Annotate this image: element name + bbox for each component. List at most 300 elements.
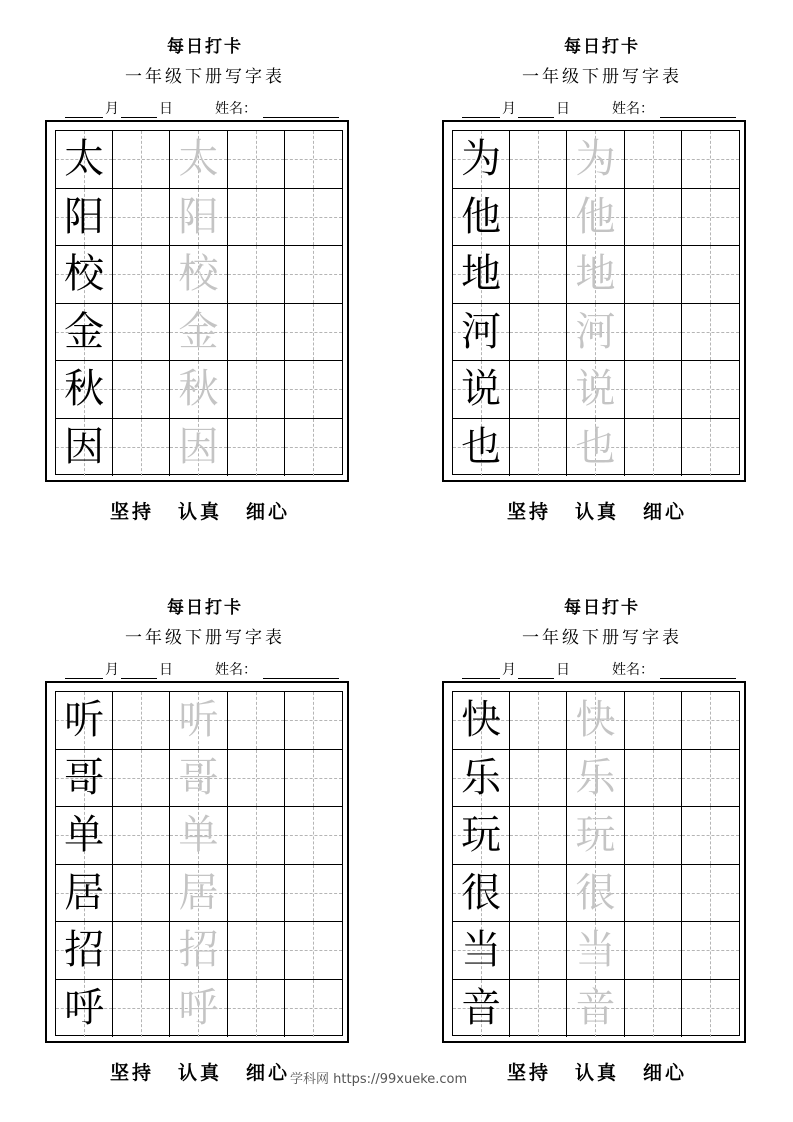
name-label: 姓名： xyxy=(612,101,654,117)
guide-line-horizontal xyxy=(113,835,169,836)
guide-line-horizontal xyxy=(625,950,681,951)
trace-character: 河 xyxy=(575,308,616,355)
grid-row xyxy=(453,419,739,477)
grid-row xyxy=(56,980,342,1038)
trace-character-cell xyxy=(567,807,624,865)
model-character-cell xyxy=(453,980,510,1038)
watermark: 学科网 https://99xueke.com xyxy=(290,1072,468,1087)
guide-line-horizontal xyxy=(285,389,342,390)
model-character: 呼 xyxy=(64,985,105,1032)
model-character-cell xyxy=(453,807,510,865)
model-character-cell xyxy=(56,750,113,808)
guide-line-horizontal xyxy=(682,893,739,894)
grid-row xyxy=(56,750,342,808)
model-character: 玩 xyxy=(461,812,502,859)
guide-line-horizontal xyxy=(682,720,739,721)
model-character: 也 xyxy=(461,424,502,471)
grid-row xyxy=(453,189,739,247)
day-blank[interactable] xyxy=(121,101,157,118)
trace-character-cell xyxy=(170,692,227,750)
trace-character-cell xyxy=(567,361,624,419)
practice-cell[interactable] xyxy=(682,922,739,980)
motto-word: 细心 xyxy=(246,501,291,523)
grid-row xyxy=(56,692,342,750)
guide-line-horizontal xyxy=(625,1008,681,1009)
practice-cell[interactable] xyxy=(228,361,285,419)
name-label: 姓名： xyxy=(215,662,257,678)
practice-cell[interactable] xyxy=(285,980,342,1038)
practice-cell[interactable] xyxy=(113,750,170,808)
trace-character-cell xyxy=(170,131,227,189)
guide-line-horizontal xyxy=(682,778,739,779)
grid-row xyxy=(56,189,342,247)
model-character: 秋 xyxy=(64,366,105,413)
guide-line-horizontal xyxy=(682,217,739,218)
practice-cell[interactable] xyxy=(682,692,739,750)
model-character-cell xyxy=(56,304,113,362)
model-character-cell xyxy=(56,692,113,750)
practice-cell[interactable] xyxy=(510,361,567,419)
model-character-cell xyxy=(56,980,113,1038)
practice-cell[interactable] xyxy=(682,419,739,477)
model-character: 校 xyxy=(64,251,105,298)
guide-line-horizontal xyxy=(113,447,169,448)
model-character: 说 xyxy=(461,366,502,413)
model-character: 快 xyxy=(461,697,502,744)
guide-line-horizontal xyxy=(625,447,681,448)
guide-line-horizontal xyxy=(682,447,739,448)
practice-cell[interactable] xyxy=(682,807,739,865)
motto-word: 坚持 xyxy=(506,501,551,523)
motto-word: 细心 xyxy=(643,501,688,523)
model-character-cell xyxy=(453,361,510,419)
date-name-line xyxy=(462,98,752,118)
date-name-line xyxy=(462,659,752,679)
guide-line-horizontal xyxy=(625,389,681,390)
guide-line-horizontal xyxy=(510,720,566,721)
practice-cell[interactable] xyxy=(682,131,739,189)
practice-cell[interactable] xyxy=(228,419,285,477)
guide-line-horizontal xyxy=(113,274,169,275)
day-label: 日 xyxy=(159,101,173,117)
trace-character-cell xyxy=(170,419,227,477)
guide-line-horizontal xyxy=(228,778,284,779)
practice-cell[interactable] xyxy=(228,131,285,189)
practice-cell[interactable] xyxy=(285,750,342,808)
practice-cell[interactable] xyxy=(510,807,567,865)
day-label: 日 xyxy=(159,662,173,678)
guide-line-horizontal xyxy=(625,332,681,333)
trace-character-cell xyxy=(567,419,624,477)
model-character: 阳 xyxy=(64,193,105,240)
practice-cell[interactable] xyxy=(228,246,285,304)
practice-cell[interactable] xyxy=(228,304,285,362)
practice-cell[interactable] xyxy=(510,980,567,1038)
practice-cell[interactable] xyxy=(510,419,567,477)
guide-line-horizontal xyxy=(113,893,169,894)
trace-character-cell xyxy=(567,131,624,189)
motto-word: 坚持 xyxy=(109,501,154,523)
practice-cell[interactable] xyxy=(510,304,567,362)
model-character-cell xyxy=(453,750,510,808)
model-character: 很 xyxy=(461,869,502,916)
date-name-line xyxy=(65,659,355,679)
model-character: 音 xyxy=(461,985,502,1032)
trace-character: 因 xyxy=(178,424,219,471)
model-character: 河 xyxy=(461,308,502,355)
practice-cell[interactable] xyxy=(113,807,170,865)
model-character: 乐 xyxy=(461,754,502,801)
day-blank[interactable] xyxy=(518,662,554,679)
practice-cell[interactable] xyxy=(285,807,342,865)
practice-cell[interactable] xyxy=(285,361,342,419)
practice-cell[interactable] xyxy=(625,189,682,247)
model-character: 地 xyxy=(461,251,502,298)
practice-cell[interactable] xyxy=(625,750,682,808)
trace-character: 听 xyxy=(178,697,219,744)
model-character-cell xyxy=(453,865,510,923)
trace-character: 很 xyxy=(575,869,616,916)
guide-line-horizontal xyxy=(625,893,681,894)
writing-grid xyxy=(452,130,740,475)
practice-cell[interactable] xyxy=(285,922,342,980)
guide-line-horizontal xyxy=(510,893,566,894)
practice-cell[interactable] xyxy=(682,304,739,362)
guide-line-horizontal xyxy=(228,159,284,160)
model-character: 因 xyxy=(64,424,105,471)
practice-cell[interactable] xyxy=(228,980,285,1038)
name-blank[interactable] xyxy=(263,662,339,679)
trace-character-cell xyxy=(170,246,227,304)
month-blank[interactable] xyxy=(462,662,500,679)
grid-row xyxy=(56,246,342,304)
month-label: 月 xyxy=(502,662,516,678)
panel-subtitle: 一年级下册写字表 xyxy=(125,67,285,87)
month-label: 月 xyxy=(105,662,119,678)
model-character: 为 xyxy=(461,136,502,183)
trace-character-cell xyxy=(567,865,624,923)
motto-word: 认真 xyxy=(177,501,222,523)
grid-row xyxy=(56,304,342,362)
trace-character-cell xyxy=(170,189,227,247)
practice-cell[interactable] xyxy=(510,189,567,247)
writing-grid-frame xyxy=(45,681,349,1043)
panel-title: 每日打卡 xyxy=(167,37,243,57)
trace-character-cell xyxy=(170,865,227,923)
practice-cell[interactable] xyxy=(113,361,170,419)
practice-cell[interactable] xyxy=(228,865,285,923)
guide-line-horizontal xyxy=(113,217,169,218)
guide-line-horizontal xyxy=(510,274,566,275)
trace-character-cell xyxy=(170,304,227,362)
name-label: 姓名： xyxy=(612,662,654,678)
model-character-cell xyxy=(56,865,113,923)
guide-line-horizontal xyxy=(228,389,284,390)
practice-cell[interactable] xyxy=(113,419,170,477)
guide-line-horizontal xyxy=(510,447,566,448)
trace-character: 音 xyxy=(575,985,616,1032)
guide-line-horizontal xyxy=(285,778,342,779)
guide-line-horizontal xyxy=(228,835,284,836)
motto-word: 坚持 xyxy=(506,1062,551,1084)
writing-grid xyxy=(452,691,740,1036)
panel-title: 每日打卡 xyxy=(564,37,640,57)
guide-line-horizontal xyxy=(228,950,284,951)
grid-row xyxy=(56,922,342,980)
practice-cell[interactable] xyxy=(285,246,342,304)
grid-row xyxy=(453,131,739,189)
model-character-cell xyxy=(453,304,510,362)
guide-line-horizontal xyxy=(228,447,284,448)
trace-character: 玩 xyxy=(575,812,616,859)
grid-row xyxy=(453,807,739,865)
guide-line-horizontal xyxy=(682,332,739,333)
name-blank[interactable] xyxy=(660,101,736,118)
trace-character-cell xyxy=(567,692,624,750)
trace-character: 太 xyxy=(178,136,219,183)
guide-line-horizontal xyxy=(510,835,566,836)
practice-cell[interactable] xyxy=(625,922,682,980)
practice-cell[interactable] xyxy=(113,692,170,750)
guide-line-horizontal xyxy=(285,332,342,333)
practice-cell[interactable] xyxy=(510,750,567,808)
trace-character-cell xyxy=(567,922,624,980)
trace-character: 说 xyxy=(575,366,616,413)
motto-word: 坚持 xyxy=(109,1062,154,1084)
practice-cell[interactable] xyxy=(113,131,170,189)
grid-row xyxy=(56,419,342,477)
grid-row xyxy=(56,131,342,189)
day-blank[interactable] xyxy=(518,101,554,118)
model-character-cell xyxy=(453,419,510,477)
panel-title: 每日打卡 xyxy=(564,598,640,618)
writing-grid xyxy=(55,130,343,475)
guide-line-horizontal xyxy=(285,274,342,275)
model-character-cell xyxy=(453,922,510,980)
trace-character-cell xyxy=(567,750,624,808)
model-character-cell xyxy=(56,361,113,419)
guide-line-horizontal xyxy=(113,720,169,721)
trace-character: 秋 xyxy=(178,366,219,413)
practice-cell[interactable] xyxy=(113,304,170,362)
practice-cell[interactable] xyxy=(113,189,170,247)
guide-line-horizontal xyxy=(682,1008,739,1009)
guide-line-horizontal xyxy=(228,893,284,894)
writing-grid xyxy=(55,691,343,1036)
model-character-cell xyxy=(453,246,510,304)
model-character-cell xyxy=(56,807,113,865)
practice-cell[interactable] xyxy=(625,980,682,1038)
practice-cell[interactable] xyxy=(625,692,682,750)
model-character: 居 xyxy=(64,869,105,916)
practice-cell[interactable] xyxy=(510,865,567,923)
trace-character: 当 xyxy=(575,927,616,974)
model-character-cell xyxy=(56,246,113,304)
practice-cell[interactable] xyxy=(228,922,285,980)
name-blank[interactable] xyxy=(263,101,339,118)
practice-cell[interactable] xyxy=(510,922,567,980)
model-character: 太 xyxy=(64,136,105,183)
model-character-cell xyxy=(56,131,113,189)
practice-cell[interactable] xyxy=(113,865,170,923)
trace-character-cell xyxy=(567,189,624,247)
practice-cell[interactable] xyxy=(285,419,342,477)
name-blank[interactable] xyxy=(660,662,736,679)
writing-grid-frame xyxy=(442,681,746,1043)
practice-cell[interactable] xyxy=(285,131,342,189)
model-character: 招 xyxy=(64,927,105,974)
month-label: 月 xyxy=(502,101,516,117)
grid-row xyxy=(453,922,739,980)
trace-character-cell xyxy=(567,246,624,304)
grid-row xyxy=(453,246,739,304)
practice-cell[interactable] xyxy=(285,865,342,923)
practice-cell[interactable] xyxy=(228,189,285,247)
trace-character: 他 xyxy=(575,193,616,240)
practice-cell[interactable] xyxy=(625,807,682,865)
practice-cell[interactable] xyxy=(625,246,682,304)
model-character: 他 xyxy=(461,193,502,240)
guide-line-horizontal xyxy=(682,389,739,390)
guide-line-horizontal xyxy=(510,950,566,951)
guide-line-horizontal xyxy=(113,778,169,779)
practice-cell[interactable] xyxy=(113,246,170,304)
guide-line-horizontal xyxy=(510,389,566,390)
practice-cell[interactable] xyxy=(228,692,285,750)
practice-cell[interactable] xyxy=(625,131,682,189)
month-blank[interactable] xyxy=(65,101,103,118)
model-character: 单 xyxy=(64,812,105,859)
guide-line-horizontal xyxy=(625,835,681,836)
guide-line-horizontal xyxy=(510,159,566,160)
practice-cell[interactable] xyxy=(285,304,342,362)
trace-character-cell xyxy=(170,361,227,419)
grid-row xyxy=(56,807,342,865)
guide-line-horizontal xyxy=(682,274,739,275)
guide-line-horizontal xyxy=(682,950,739,951)
practice-cell[interactable] xyxy=(625,865,682,923)
trace-character: 快 xyxy=(575,697,616,744)
guide-line-horizontal xyxy=(113,332,169,333)
guide-line-horizontal xyxy=(228,332,284,333)
grid-row xyxy=(453,304,739,362)
model-character-cell xyxy=(453,692,510,750)
trace-character-cell xyxy=(170,922,227,980)
panel-subtitle: 一年级下册写字表 xyxy=(522,628,682,648)
motto-word: 认真 xyxy=(574,501,619,523)
trace-character: 乐 xyxy=(575,754,616,801)
guide-line-horizontal xyxy=(113,1008,169,1009)
grid-row xyxy=(453,980,739,1038)
month-blank[interactable] xyxy=(462,101,500,118)
guide-line-horizontal xyxy=(625,217,681,218)
writing-grid-frame xyxy=(442,120,746,482)
guide-line-horizontal xyxy=(510,332,566,333)
motto-word: 细心 xyxy=(643,1062,688,1084)
practice-cell[interactable] xyxy=(682,980,739,1038)
practice-cell[interactable] xyxy=(113,922,170,980)
practice-cell[interactable] xyxy=(625,361,682,419)
date-name-line xyxy=(65,98,355,118)
panel-title: 每日打卡 xyxy=(167,598,243,618)
grid-row xyxy=(56,361,342,419)
practice-cell[interactable] xyxy=(682,750,739,808)
guide-line-horizontal xyxy=(510,1008,566,1009)
model-character: 听 xyxy=(64,697,105,744)
trace-character: 阳 xyxy=(178,193,219,240)
guide-line-horizontal xyxy=(113,159,169,160)
practice-cell[interactable] xyxy=(625,419,682,477)
grid-row xyxy=(56,865,342,923)
practice-cell[interactable] xyxy=(228,807,285,865)
practice-cell[interactable] xyxy=(682,361,739,419)
practice-cell[interactable] xyxy=(510,246,567,304)
model-character-cell xyxy=(56,922,113,980)
guide-line-horizontal xyxy=(285,893,342,894)
grid-row xyxy=(453,361,739,419)
writing-grid-frame xyxy=(45,120,349,482)
trace-character: 居 xyxy=(178,869,219,916)
practice-cell[interactable] xyxy=(682,189,739,247)
practice-cell[interactable] xyxy=(228,750,285,808)
practice-cell[interactable] xyxy=(285,189,342,247)
practice-cell[interactable] xyxy=(682,865,739,923)
trace-character-cell xyxy=(170,750,227,808)
trace-character: 也 xyxy=(575,424,616,471)
month-label: 月 xyxy=(105,101,119,117)
practice-cell[interactable] xyxy=(285,692,342,750)
guide-line-horizontal xyxy=(285,447,342,448)
model-character-cell xyxy=(56,189,113,247)
guide-line-horizontal xyxy=(228,217,284,218)
day-blank[interactable] xyxy=(121,662,157,679)
guide-line-horizontal xyxy=(682,835,739,836)
guide-line-horizontal xyxy=(682,159,739,160)
guide-line-horizontal xyxy=(510,217,566,218)
name-label: 姓名： xyxy=(215,101,257,117)
model-character: 当 xyxy=(461,927,502,974)
trace-character: 地 xyxy=(575,251,616,298)
trace-character-cell xyxy=(567,304,624,362)
practice-cell[interactable] xyxy=(682,246,739,304)
practice-cell[interactable] xyxy=(510,131,567,189)
motto-line xyxy=(442,1058,752,1085)
motto-word: 认真 xyxy=(574,1062,619,1084)
trace-character-cell xyxy=(170,807,227,865)
trace-character-cell xyxy=(567,980,624,1038)
trace-character: 校 xyxy=(178,251,219,298)
model-character-cell xyxy=(453,189,510,247)
model-character-cell xyxy=(56,419,113,477)
motto-word: 认真 xyxy=(177,1062,222,1084)
month-blank[interactable] xyxy=(65,662,103,679)
model-character: 哥 xyxy=(64,754,105,801)
practice-cell[interactable] xyxy=(510,692,567,750)
panel-subtitle: 一年级下册写字表 xyxy=(522,67,682,87)
guide-line-horizontal xyxy=(228,720,284,721)
grid-row xyxy=(453,750,739,808)
day-label: 日 xyxy=(556,101,570,117)
practice-cell[interactable] xyxy=(625,304,682,362)
guide-line-horizontal xyxy=(113,389,169,390)
day-label: 日 xyxy=(556,662,570,678)
trace-character: 招 xyxy=(178,927,219,974)
practice-cell[interactable] xyxy=(113,980,170,1038)
guide-line-horizontal xyxy=(285,720,342,721)
motto-line xyxy=(45,497,355,524)
trace-character: 哥 xyxy=(178,754,219,801)
guide-line-horizontal xyxy=(285,159,342,160)
